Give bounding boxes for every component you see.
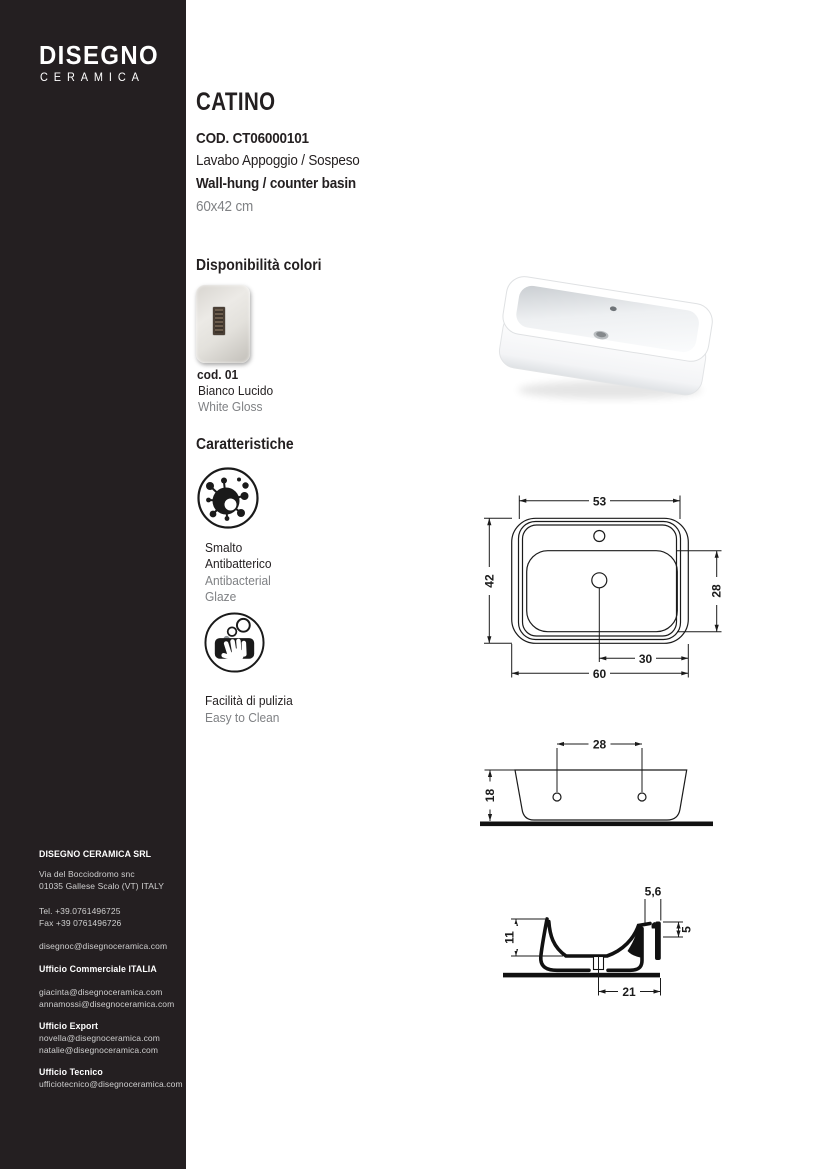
company-address: Via del Bocciodromo snc 01035 Gallese Scalo (VT) ITALY <box>39 869 165 891</box>
feature1-label-en-2: Glaze <box>205 589 237 604</box>
drawing-front-view <box>466 722 716 830</box>
dim-label-21: 21 <box>622 985 636 999</box>
dim-label-42: 42 <box>482 574 497 588</box>
colors-heading: Disponibilità colori <box>196 257 322 274</box>
company-name: DISEGNO CERAMICA SRL <box>39 849 152 859</box>
swatch-name-it: Bianco Lucido <box>198 383 274 398</box>
dim-label-30: 30 <box>638 651 653 666</box>
brand-logo-line2: CERAMICA <box>40 72 145 84</box>
brand-logo-line1: DISEGNO <box>39 40 159 70</box>
easy-to-clean-icon <box>203 611 266 674</box>
feature2-label-en-1: Easy to Clean <box>205 710 280 725</box>
drawing-top-view <box>468 478 753 693</box>
antibacterial-glaze-icon <box>196 466 260 530</box>
office-tecnico: Ufficio Tecnico ufficiotecnico@disegnoceramica.com <box>39 1067 183 1089</box>
product-type-it: Lavabo Appoggio / Sospeso <box>196 152 360 169</box>
product-photo-basin <box>492 272 720 412</box>
feature1-label-it-1: Smalto <box>205 540 243 555</box>
office-commerciale-emails: giacinta@disegnoceramica.com annamossi@disegnoceramica.com <box>39 987 175 1009</box>
company-email: disegnoc@disegnoceramica.com <box>39 941 168 951</box>
dim-label-5-6: 5,6 <box>644 884 662 899</box>
product-size: 60x42 cm <box>196 198 254 215</box>
company-phone: Tel. +39.0761496725 Fax +39 0761496726 <box>39 906 122 928</box>
color-swatch-bianco-lucido <box>196 285 250 363</box>
dim-label-60: 60 <box>592 666 607 681</box>
dim-label-18: 18 <box>483 788 497 803</box>
page-title: CATINO <box>196 88 276 116</box>
dim-label-5: 5 <box>679 926 694 933</box>
feature1-label-it-2: Antibatterico <box>205 556 272 571</box>
dim-label-53: 53 <box>592 494 607 509</box>
swatch-sticker <box>213 307 225 335</box>
product-code: COD. CT06000101 <box>196 130 309 147</box>
dim-label-11: 11 <box>502 931 517 944</box>
feature1-label-en-1: Antibacterial <box>205 573 271 588</box>
office-export: Ufficio Export novella@disegnoceramica.com natalie@disegnoceramica.com <box>39 1021 160 1055</box>
sidebar <box>0 0 186 1169</box>
features-heading: Caratteristiche <box>196 436 294 453</box>
swatch-code: cod. 01 <box>197 367 239 382</box>
swatch-name-en: White Gloss <box>198 399 263 414</box>
feature2-label-it-1: Facilità di pulizia <box>205 693 293 708</box>
drawing-side-section <box>495 872 695 1007</box>
dim-label-28-right: 28 <box>709 584 724 598</box>
office-commerciale-title: Ufficio Commerciale ITALIA <box>39 964 157 974</box>
product-type-en: Wall-hung / counter basin <box>196 175 357 192</box>
dim-label-28-holes: 28 <box>592 737 607 752</box>
